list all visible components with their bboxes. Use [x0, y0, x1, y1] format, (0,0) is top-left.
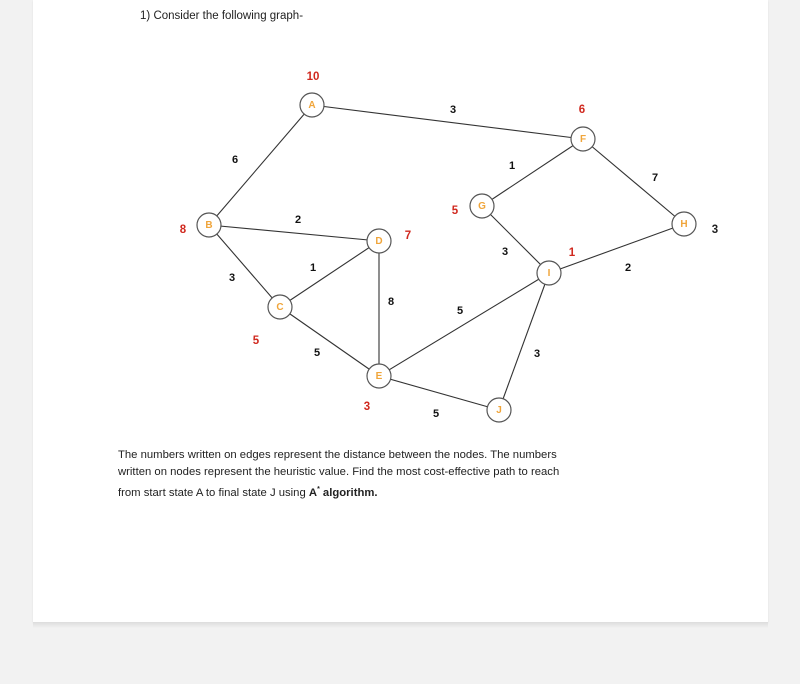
heuristic-b: 8	[179, 224, 187, 237]
edge-C-D	[280, 241, 379, 307]
description-line-2: written on nodes represent the heuristic value. Find the most cost-effective path to reach	[118, 466, 560, 478]
edge-weight-F-H: 7	[651, 171, 659, 184]
heuristic-e: 3	[363, 401, 371, 414]
node-d	[367, 229, 391, 253]
node-label-i: I	[547, 268, 551, 280]
edge-A-B	[209, 105, 312, 225]
algorithm-name	[309, 487, 378, 499]
edge-E-J	[379, 376, 499, 410]
edge-weight-I-E: 5	[456, 304, 464, 317]
node-label-e: E	[375, 371, 383, 383]
edge-I-J	[499, 273, 549, 410]
node-a	[300, 93, 324, 117]
edge-B-D	[209, 225, 379, 241]
node-j	[487, 398, 511, 422]
edge-weights-layer	[229, 104, 658, 420]
edge-weight-D-E: 8	[387, 295, 395, 308]
edge-A-F	[312, 104, 586, 139]
edges-layer	[209, 105, 684, 410]
node-label-g: G	[478, 201, 486, 213]
heuristic-i: 1	[568, 247, 576, 260]
node-label-f: F	[579, 134, 587, 146]
node-e	[367, 364, 391, 388]
heuristic-c: 5	[252, 335, 260, 348]
node-c	[268, 295, 292, 319]
algorithm-star: *	[317, 486, 320, 493]
edge-F-H	[583, 139, 684, 224]
node-label-j: J	[496, 405, 502, 417]
edge-weight-G-I: 3	[501, 245, 509, 258]
edge-G-I	[482, 206, 549, 273]
description-line-3	[118, 481, 678, 502]
algorithm-letter: A	[308, 486, 318, 499]
node-g	[470, 194, 494, 218]
node-i	[537, 261, 561, 285]
edge-weight-F-G: 1	[508, 159, 516, 172]
description-line-1: The numbers written on edges represent the distance between the nodes. The numbers	[118, 449, 557, 461]
edge-I-E	[379, 273, 549, 376]
problem-description	[118, 447, 678, 502]
edge-weight-C-D: 1	[309, 261, 317, 274]
heuristic-a: 10	[306, 71, 320, 84]
node-label-a: A	[308, 100, 316, 112]
question-number: 1)	[140, 10, 151, 22]
node-label-h: H	[680, 219, 688, 231]
edge-weight-C-E: 5	[313, 346, 321, 359]
node-b	[197, 213, 221, 237]
edge-weight-A-F: 3	[449, 103, 457, 116]
node-label-d: D	[375, 236, 383, 248]
edge-weight-H-I: 2	[624, 261, 632, 274]
node-label-b: B	[205, 220, 213, 232]
node-h	[672, 212, 696, 236]
description-line-3-text: from start state A to final state J using	[118, 486, 309, 499]
heuristic-g: 5	[451, 205, 459, 218]
node-f	[571, 127, 595, 151]
heuristic-d: 7	[404, 230, 412, 243]
heuristic-f: 6	[578, 104, 586, 117]
edge-weight-A-B: 6	[231, 153, 239, 166]
edge-C-E	[280, 307, 379, 376]
edge-weight-B-D: 2	[294, 213, 302, 226]
question-title: Consider the following graph-	[153, 10, 304, 22]
edge-weight-I-J: 3	[533, 347, 541, 360]
edge-weight-E-J: 5	[432, 407, 440, 420]
node-label-c: C	[276, 302, 284, 314]
algorithm-word: algorithm.	[319, 486, 378, 499]
edge-F-G	[482, 139, 583, 206]
nodes-layer	[197, 93, 696, 422]
edge-weight-B-C: 3	[228, 271, 236, 284]
heuristic-h: 3	[711, 224, 719, 237]
edge-B-C	[209, 225, 280, 307]
